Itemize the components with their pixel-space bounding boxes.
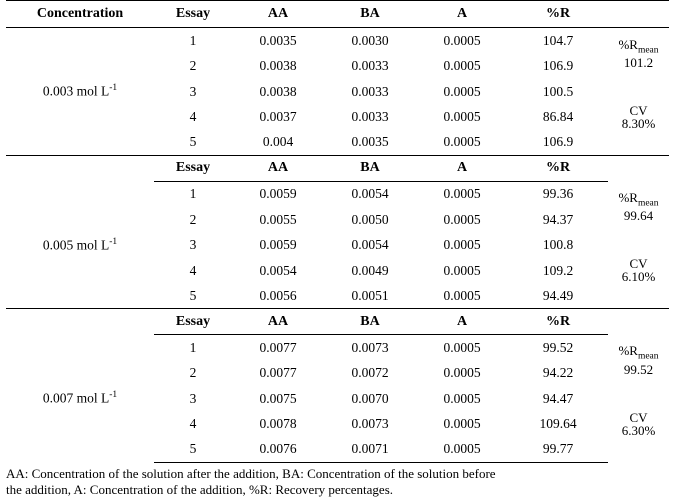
cell-ba: 0.0073 — [351, 416, 389, 431]
cell-r: 86.84 — [542, 109, 574, 124]
table-row — [6, 181, 669, 207]
cell-aa: 0.0059 — [259, 186, 297, 202]
stats-mean-label-1: %R — [618, 189, 638, 205]
stats-mean-value-2: 99.52 — [623, 361, 654, 377]
header-a: A — [416, 1, 508, 28]
cell-essay: 3 — [189, 83, 197, 99]
stats-cv-2 — [608, 386, 669, 463]
cell-a: 0.0005 — [443, 83, 481, 99]
subheader-ba-1: BA — [324, 155, 416, 181]
cell-a: 0.0005 — [443, 416, 481, 431]
subheader-spacer-1 — [6, 155, 154, 181]
subheader-a-1: A — [416, 155, 508, 181]
concentration-value-0: 0.003 mol L — [42, 83, 110, 99]
stats-mean-label-2: %R — [618, 343, 638, 359]
cell-a: 0.0005 — [443, 32, 481, 48]
header-r: %R — [508, 1, 608, 28]
cell-essay: 2 — [189, 58, 197, 73]
cell-a: 0.0005 — [443, 365, 481, 380]
table-subheader-row-1 — [6, 155, 669, 181]
subheader-stats-2 — [608, 309, 669, 335]
cell-r: 99.52 — [542, 339, 574, 355]
cell-essay: 2 — [189, 211, 197, 227]
concentration-cell-2 — [6, 335, 154, 463]
stats-mean-label-0: %R — [618, 36, 638, 52]
cell-a: 0.0005 — [443, 211, 481, 227]
cell-aa: 0.004 — [262, 134, 294, 150]
cell-aa: 0.0055 — [259, 211, 297, 227]
cell-ba: 0.0033 — [351, 58, 389, 73]
cell-r: 100.8 — [542, 237, 574, 252]
subheader-a-2: A — [416, 309, 508, 335]
subheader-stats-1 — [608, 155, 669, 181]
cell-ba: 0.0030 — [351, 32, 389, 48]
concentration-cell-0 — [6, 28, 154, 156]
cell-ba: 0.0050 — [351, 211, 389, 227]
subheader-ba-2: BA — [324, 309, 416, 335]
header-concentration: Concentration — [6, 1, 154, 28]
header-aa: AA — [232, 1, 324, 28]
cell-a: 0.0005 — [443, 237, 481, 252]
cell-ba: 0.0071 — [324, 437, 416, 463]
cell-ba: 0.0054 — [351, 237, 389, 252]
cell-aa: 0.0037 — [259, 109, 297, 124]
cell-aa: 0.0038 — [259, 58, 297, 73]
table-header-row — [6, 1, 669, 28]
concentration-value-1: 0.005 mol L — [42, 237, 110, 252]
cell-essay: 4 — [189, 416, 197, 431]
cell-ba: 0.0070 — [351, 390, 389, 406]
cell-essay: 4 — [189, 109, 197, 124]
cell-r: 109.2 — [542, 262, 574, 278]
cell-ba: 0.0073 — [351, 339, 389, 355]
stats-mean-sub-2: mean — [637, 352, 659, 363]
cell-a: 0.0005 — [443, 262, 481, 278]
stats-cv-label-0: CV — [629, 102, 648, 118]
cell-essay: 5 — [189, 134, 197, 150]
subheader-aa-2: AA — [232, 309, 324, 335]
cell-essay: 3 — [189, 237, 197, 252]
cell-a: 0.0005 — [443, 134, 481, 150]
footnote-line-1: AA: Concentration of the solution after the addition, BA: Concentration of the solution before — [6, 465, 496, 481]
cell-r: 94.37 — [542, 211, 574, 227]
header-stats — [608, 1, 669, 28]
cell-r: 104.7 — [542, 32, 574, 48]
cell-ba: 0.0051 — [351, 287, 389, 303]
table-footnote — [6, 463, 669, 499]
cell-essay: 5 — [189, 287, 197, 303]
cell-a: 0.0005 — [443, 109, 481, 124]
cell-r: 99.36 — [542, 186, 574, 202]
stats-mean-2 — [608, 335, 669, 386]
cell-a: 0.0005 — [416, 437, 508, 463]
cell-r: 94.49 — [542, 287, 574, 303]
cell-aa: 0.0075 — [259, 390, 297, 406]
stats-cv-0 — [608, 79, 669, 156]
cell-aa: 0.0035 — [259, 32, 297, 48]
cell-aa: 0.0038 — [259, 83, 297, 99]
cell-r: 100.5 — [542, 83, 574, 99]
concentration-value-2: 0.007 mol L — [42, 390, 110, 406]
footnote-line-2: the addition, A: Concentration of the addition, %R: Recovery percentages. — [6, 482, 394, 498]
subheader-essay-1: Essay — [154, 155, 232, 181]
cell-a: 0.0005 — [443, 339, 481, 355]
cell-essay: 1 — [189, 339, 197, 355]
cell-ba: 0.0033 — [351, 109, 389, 124]
cell-essay: 5 — [154, 437, 232, 463]
stats-cv-value-0: 8.30% — [621, 115, 656, 131]
cell-a: 0.0005 — [443, 287, 481, 303]
cell-essay: 1 — [189, 186, 197, 202]
subheader-essay-2: Essay — [154, 309, 232, 335]
stats-mean-0 — [608, 28, 669, 79]
cell-essay: 4 — [189, 262, 197, 278]
cell-r: 106.9 — [542, 134, 574, 150]
concentration-cell-1 — [6, 181, 154, 309]
cell-essay: 2 — [189, 365, 197, 380]
subheader-r-1: %R — [508, 155, 608, 181]
cell-ba: 0.0035 — [351, 134, 389, 150]
recovery-results-table — [6, 0, 669, 463]
cell-aa: 0.0056 — [259, 287, 297, 303]
header-ba: BA — [324, 1, 416, 28]
stats-mean-sub-0: mean — [637, 45, 659, 56]
cell-a: 0.0005 — [443, 390, 481, 406]
stats-cv-label-2: CV — [629, 409, 648, 425]
cell-aa: 0.0078 — [259, 416, 297, 431]
table-row — [6, 28, 669, 54]
concentration-exp-2: -1 — [109, 390, 118, 401]
stats-mean-sub-1: mean — [637, 198, 659, 209]
stats-mean-value-1: 99.64 — [623, 208, 654, 224]
cell-aa: 0.0054 — [259, 262, 297, 278]
subheader-r-2: %R — [508, 309, 608, 335]
cell-ba: 0.0033 — [351, 83, 389, 99]
cell-r: 94.47 — [542, 390, 574, 406]
stats-cv-label-1: CV — [629, 256, 648, 271]
cell-ba: 0.0049 — [351, 262, 389, 278]
table-subheader-row-2 — [6, 309, 669, 335]
stats-mean-value-0: 101.2 — [623, 54, 654, 70]
cell-r: 94.22 — [542, 365, 574, 380]
concentration-exp-0: -1 — [109, 83, 118, 94]
stats-cv-value-1: 6.10% — [621, 269, 656, 284]
cell-essay: 3 — [189, 390, 197, 406]
cell-aa: 0.0077 — [259, 339, 297, 355]
header-essay: Essay — [154, 1, 232, 28]
stats-cv-1 — [608, 232, 669, 309]
cell-aa: 0.0077 — [259, 365, 297, 380]
cell-a: 0.0005 — [443, 186, 481, 202]
cell-a: 0.0005 — [443, 58, 481, 73]
concentration-exp-1: -1 — [109, 236, 118, 247]
cell-r: 99.77 — [508, 437, 608, 463]
cell-ba: 0.0072 — [351, 365, 389, 380]
subheader-aa-1: AA — [232, 155, 324, 181]
cell-essay: 1 — [189, 32, 197, 48]
stats-cv-value-2: 6.30% — [621, 422, 656, 438]
cell-aa: 0.0076 — [232, 437, 324, 463]
subheader-spacer-2 — [6, 309, 154, 335]
table-row — [6, 335, 669, 361]
cell-r: 109.64 — [539, 416, 577, 431]
cell-ba: 0.0054 — [351, 186, 389, 202]
cell-aa: 0.0059 — [259, 237, 297, 252]
cell-r: 106.9 — [542, 58, 574, 73]
stats-mean-1 — [608, 181, 669, 232]
